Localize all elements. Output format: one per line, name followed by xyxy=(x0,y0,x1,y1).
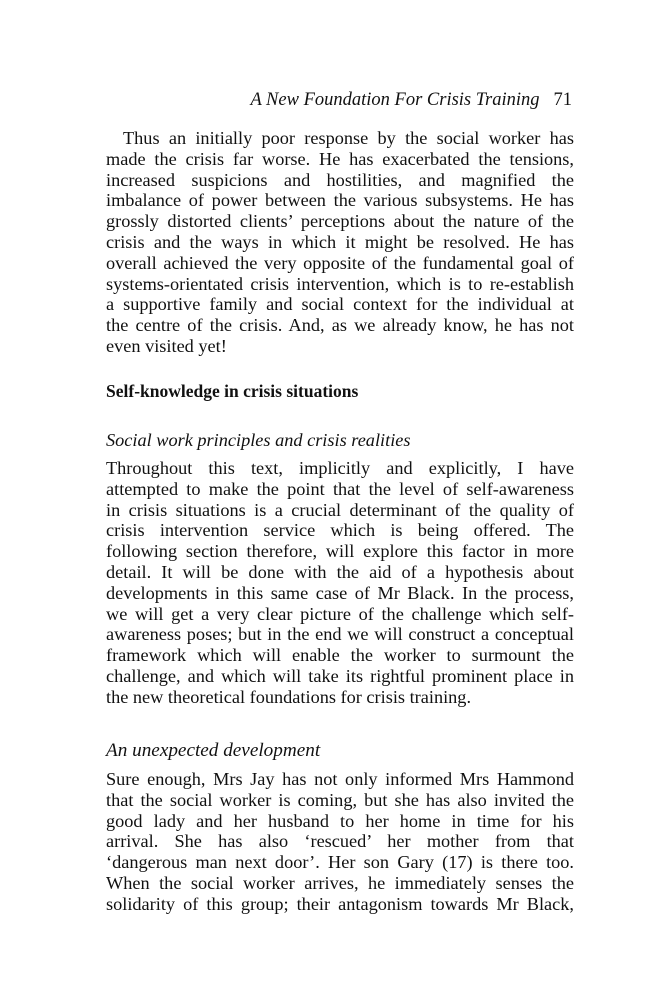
text-line: detail. It will be done with the aid of a hypothesis about xyxy=(106,561,574,582)
text-line: the centre of the crisis. And, as we already know, he has not xyxy=(106,315,574,336)
subheading-principles: Social work principles and crisis realities xyxy=(106,430,411,450)
text-line: imbalance of power between the various subsystems. He has xyxy=(106,190,574,211)
paragraph-self-awareness xyxy=(106,458,574,708)
running-head xyxy=(106,88,572,112)
text-line: we will get a very clear picture of the challenge which self- xyxy=(106,603,574,624)
text-line: following section therefore, will explore this factor in more xyxy=(106,541,574,562)
text-line: ‘dangerous man next door’. Her son Gary (17) is there too. xyxy=(106,852,574,873)
page-number: 71 xyxy=(553,90,572,110)
text-line: good lady and her husband to her home in time for his xyxy=(106,810,574,831)
text-line: overall achieved the very opposite of the fundamental goal of xyxy=(106,252,574,273)
text-line: framework which will enable the worker to surmount the xyxy=(106,645,574,666)
text-line: Sure enough, Mrs Jay has not only informed Mrs Hammond xyxy=(106,769,574,789)
text-line: crisis and the ways in which it might be resolved. He has xyxy=(106,231,574,252)
text-line: increased suspicions and hostilities, and magnified the xyxy=(106,169,574,190)
paragraph-crisis-response xyxy=(106,128,574,357)
text-line: challenge, and which will take its rightful prominent place in xyxy=(106,665,574,686)
text-line: systems-orientated crisis intervention, which is to re-establish xyxy=(106,273,574,294)
subheading-unexpected-development: An unexpected development xyxy=(106,740,321,761)
text-line: even visited yet! xyxy=(106,335,227,356)
text-line: that the social worker is coming, but she has also invited the xyxy=(106,789,574,810)
text-line: crisis intervention service which is being offered. The xyxy=(106,520,574,541)
section-heading: Self-knowledge in crisis situations xyxy=(106,381,359,401)
text-line: attempted to make the point that the level of self-awareness xyxy=(106,478,574,499)
text-line: arrival. She has also ‘rescued’ her mother from that xyxy=(106,831,574,852)
text-line: Thus an initially poor response by the social worker has xyxy=(123,128,574,148)
text-line: made the crisis far worse. He has exacerbated the tensions, xyxy=(106,148,574,169)
text-line: solidarity of this group; their antagonism towards Mr Black, xyxy=(106,893,574,914)
text-line: grossly distorted clients’ perceptions about the nature of the xyxy=(106,211,574,232)
text-line: a supportive family and social context for the individual at xyxy=(106,294,574,315)
text-line: in crisis situations is a crucial determinant of the quality of xyxy=(106,499,574,520)
running-head-title: A New Foundation For Crisis Training xyxy=(250,90,540,110)
paragraph-mrs-jay xyxy=(106,769,574,915)
text-line: Throughout this text, implicitly and explicitly, I have xyxy=(106,458,574,478)
text-line: the new theoretical foundations for crisis training. xyxy=(106,686,472,707)
text-line: developments in this same case of Mr Black. In the process, xyxy=(106,582,574,603)
text-line: awareness poses; but in the end we will construct a conceptual xyxy=(106,624,574,645)
text-line: When the social worker arrives, he immediately senses the xyxy=(106,872,574,893)
